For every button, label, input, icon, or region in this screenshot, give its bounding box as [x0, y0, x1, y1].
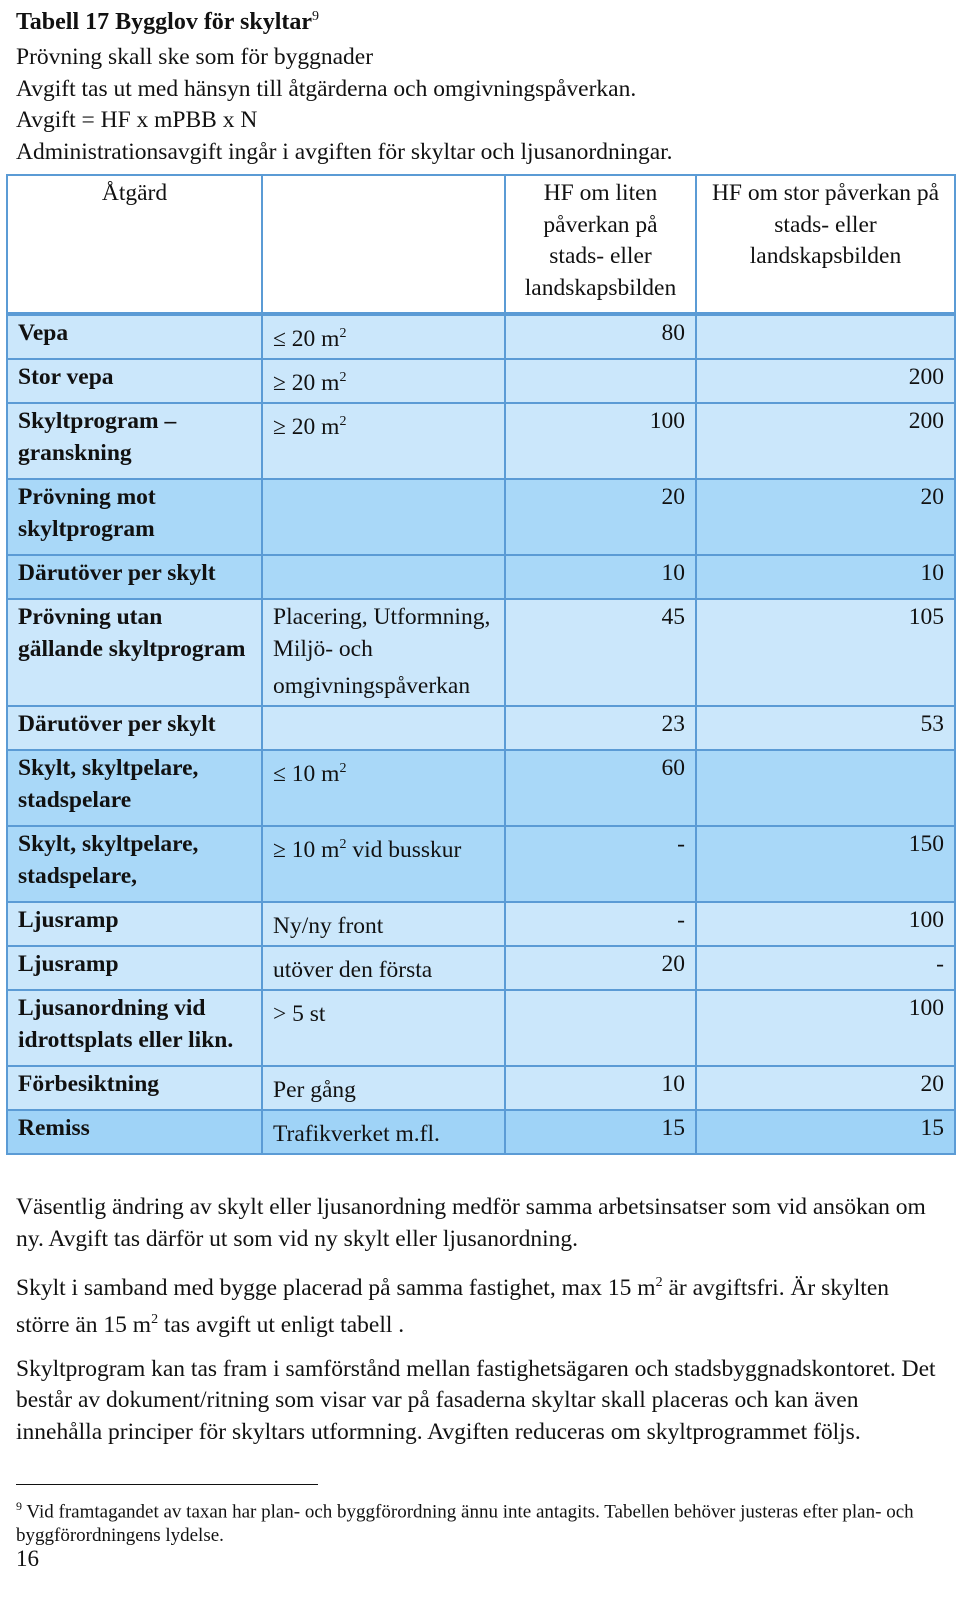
table-row	[7, 555, 955, 599]
row-large-impact	[696, 750, 955, 826]
notes	[16, 1192, 946, 1460]
table-row	[7, 750, 955, 826]
row-large-impact: 20	[696, 1066, 955, 1110]
table-row	[7, 706, 955, 750]
header-small-impact: HF om liten påverkan på stads- eller landskapsbilden	[505, 175, 696, 314]
row-detail: Placering, Utformning, Miljö- och omgivningspåverkan	[262, 599, 505, 706]
row-large-impact: 105	[696, 599, 955, 706]
note-paragraph: Skylt i samband med bygge placerad på samma fastighet, max 15 $m^2$ är avgiftsfri. Är skylten större än 15 $m^2$ tas avgift ut enligt tabell .	[16, 1274, 890, 1339]
table-row	[7, 359, 955, 403]
table-row	[7, 314, 955, 359]
header-action: Åtgärd	[7, 175, 262, 314]
row-action: Skylt, skyltpelare, stadspelare	[7, 750, 262, 826]
row-detail: > 5 st	[262, 990, 505, 1066]
header-detail	[262, 175, 505, 314]
row-action: Ljusramp	[7, 946, 262, 990]
table-row	[7, 479, 955, 555]
row-action: Därutöver per skylt	[7, 706, 262, 750]
row-action: Förbesiktning	[7, 1066, 262, 1110]
row-action: Ljusanordning vid idrottsplats eller likn.	[7, 990, 262, 1066]
row-detail: ≥ 20 $m^2$	[262, 403, 505, 479]
note-paragraph: Skyltprogram kan tas fram i samförstånd mellan fastighetsägaren och stadsbyggnadskontoret. Det består av dokument/ritning som visar var på fasaderna skyltar skall placeras och kan även innehålla principer för skyltars utformning. Avgiften reduceras om skyltprogrammet följs.	[16, 1355, 936, 1445]
row-large-impact: 53	[696, 706, 955, 750]
intro-line: Prövning skall ske som för byggnader	[16, 44, 374, 70]
note-paragraph: Väsentlig ändring av skylt eller ljusanordning medför samma arbetsinsatser som vid ansökan om ny. Avgift tas därför ut som vid ny skylt eller ljusanordning.	[16, 1194, 926, 1252]
row-large-impact: 15	[696, 1110, 955, 1154]
row-large-impact: 200	[696, 403, 955, 479]
row-detail: Ny/ny front	[262, 902, 505, 946]
row-small-impact: -	[505, 902, 696, 946]
row-detail: ≥ 20 $m^2$	[262, 359, 505, 403]
intro-line: Administrationsavgift ingår i avgiften för skyltar och ljusanordningar.	[16, 138, 673, 165]
row-small-impact: 100	[505, 403, 696, 479]
row-detail: Trafikverket m.fl.	[262, 1110, 505, 1154]
row-action: Därutöver per skylt	[7, 555, 262, 599]
row-action: Prövning utan gällande skyltprogram	[7, 599, 262, 706]
table-row	[7, 946, 955, 990]
title-text: Tabell 17 Bygglov för skyltar	[16, 9, 313, 35]
title-footnote-ref: 9	[312, 9, 320, 24]
row-detail: ≥ 10 $m^2$ vid busskur	[262, 826, 505, 902]
row-small-impact: 10	[505, 1066, 696, 1110]
row-detail: ≤ 10 $m^2$	[262, 750, 505, 826]
table-row	[7, 1110, 955, 1154]
row-small-impact: -	[505, 826, 696, 902]
row-detail: utöver den första	[262, 946, 505, 990]
row-large-impact: 100	[696, 990, 955, 1066]
row-small-impact: 45	[505, 599, 696, 706]
row-detail	[262, 555, 505, 599]
row-action: Skylt, skyltpelare, stadspelare,	[7, 826, 262, 902]
row-large-impact: 20	[696, 479, 955, 555]
row-action: Prövning mot skyltprogram	[7, 479, 262, 555]
row-large-impact: 10	[696, 555, 955, 599]
row-small-impact: 20	[505, 946, 696, 990]
fee-table	[6, 174, 956, 1155]
table-row	[7, 990, 955, 1066]
table-header-row	[7, 175, 955, 314]
row-detail: ≤ 20 $m^2$	[262, 314, 505, 359]
row-detail: Per gång	[262, 1066, 505, 1110]
row-small-impact: 80	[505, 314, 696, 359]
row-detail	[262, 479, 505, 555]
row-large-impact: 100	[696, 902, 955, 946]
row-small-impact: 60	[505, 750, 696, 826]
row-action: Skyltprogram – granskning	[7, 403, 262, 479]
row-small-impact: 15	[505, 1110, 696, 1154]
row-small-impact: 23	[505, 706, 696, 750]
row-small-impact	[505, 359, 696, 403]
page-title	[16, 0, 319, 39]
intro-text	[16, 42, 673, 168]
row-small-impact	[505, 990, 696, 1066]
row-large-impact	[696, 314, 955, 359]
intro-line: Avgift = HF x mPBB x N	[16, 107, 258, 133]
table-row	[7, 599, 955, 706]
row-large-impact: 200	[696, 359, 955, 403]
table-row	[7, 1066, 955, 1110]
row-detail	[262, 706, 505, 750]
footnote	[16, 1494, 946, 1548]
row-action: Stor vepa	[7, 359, 262, 403]
row-action: Ljusramp	[7, 902, 262, 946]
footnote-divider	[16, 1484, 318, 1485]
row-large-impact: -	[696, 946, 955, 990]
footnote-ref: 9	[16, 1499, 22, 1513]
row-large-impact: 150	[696, 826, 955, 902]
header-large-impact: HF om stor påverkan på stads- eller landskapsbilden	[696, 175, 955, 314]
intro-line: Avgift tas ut med hänsyn till åtgärderna och omgivningspåverkan.	[16, 75, 637, 102]
row-action: Vepa	[7, 314, 262, 359]
table-row	[7, 902, 955, 946]
table-row	[7, 826, 955, 902]
row-small-impact: 20	[505, 479, 696, 555]
table-row	[7, 403, 955, 479]
row-small-impact: 10	[505, 555, 696, 599]
page-number: 16	[16, 1546, 39, 1571]
row-action: Remiss	[7, 1110, 262, 1154]
footnote-text: Vid framtagandet av taxan har plan- och byggförordning ännu inte antagits. Tabellen behöver justeras efter plan- och byggförordningens lydelse.	[16, 1501, 914, 1547]
